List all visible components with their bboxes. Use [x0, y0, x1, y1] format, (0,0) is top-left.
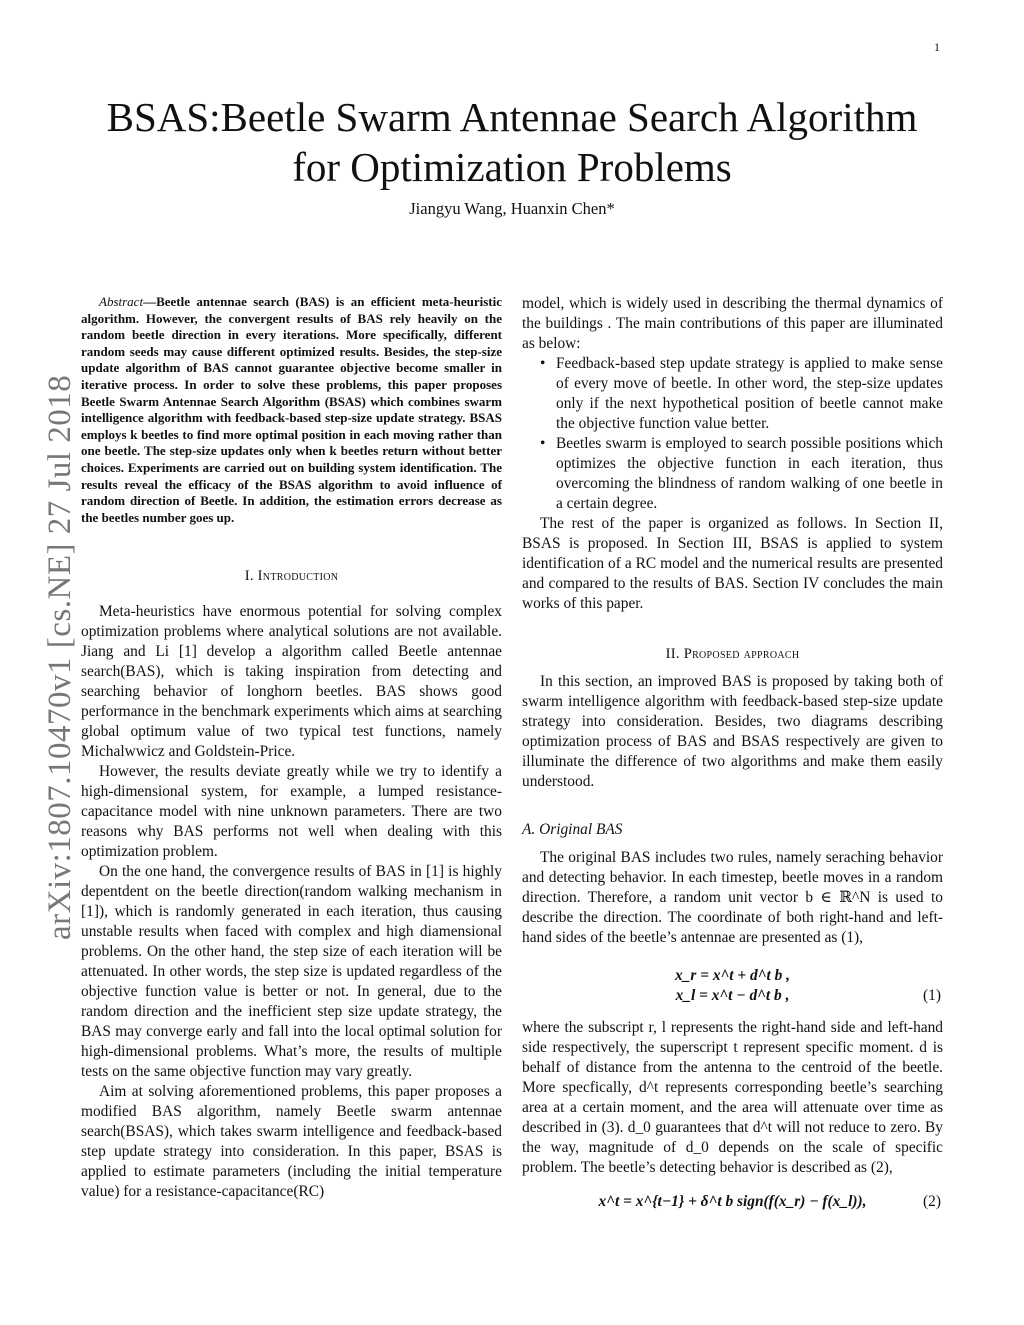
equation-1-line-2-text: x_l = x^t − d^t b ,: [675, 987, 790, 1004]
paper-title: BSAS:Beetle Swarm Antennae Search Algorithm for Optimization Problems: [106, 94, 918, 190]
intro-paragraph-4: Aim at solving aforementioned problems, this paper proposes a modified BAS algorithm, namely Beetle swarm antennae search(BSAS), which takes swarm intelligence and feedback-based step update strategy into consideration. In this paper, BSAS is applied to estimate parameters (including the initial temperature value) for a resistance-capacitance(RC): [81, 1083, 502, 1201]
equation-2: [522, 1192, 943, 1212]
contribution-item-2: • Beetles swarm is employed to search possible positions which optimizes the objective function in each iteration, thus overcoming the blindness of random walking of one beetle in a certain degree.: [556, 434, 943, 514]
equation-1-line-2: [522, 986, 943, 1006]
equation-2-text: x^t = x^{t−1} + δ^t b sign(f(x_r) − f(x_l)),: [598, 1193, 867, 1210]
contributions-list: [522, 354, 943, 514]
subsection-a-heading: A. Original BAS: [522, 821, 623, 838]
contribution-item-1: • Feedback-based step update strategy is applied to make sense of every move of beetle. In other word, the step-size updates only if the next hypothetical position of beetle cannot make the objective function value better.: [556, 354, 943, 434]
intro-paragraph-1: Meta-heuristics have enormous potential for solving complex optimization problems where analytical solutions are not available. Jiang and Li [1] develop a algorithm called Beetle antennae search(BAS), which is taking inspiration from detecting and searching behavior of longhorn beetles. BAS shows good performance in the benchmark experiments which aims at searching global optimum value of two typical test functions, namely Michalwwicz and Goldstein-Price.: [81, 603, 502, 761]
original-bas-paragraph-1: The original BAS includes two rules, namely seraching behavior and detecting behavior. In each timestep, beetle moves in a random direction. Therefore, a random unit vector b ∈ ℝ^N is used to describe the direction. The coordinate of both right-hand and left-hand sides of the beetle’s antennae are presented as (1),: [522, 849, 943, 946]
paper-authors: Jiangyu Wang, Huanxin Chen*: [409, 199, 615, 218]
proposed-paragraph-1: In this section, an improved BAS is proposed by taking both of swarm intelligence algorithm with feedback-based step-size update strategy into consideration. Besides, two diagrams describing optimization process of BAS and BSAS respectively are given to illuminate the difference of two algorithms and make them easily understood.: [522, 673, 943, 790]
intro-paragraph-2: However, the results deviate greatly while we try to identify a high-dimensional system, for example, a lumped resistance-capacitance model with nine unknown parameters. There are two reasons why BAS performs not well when dealing with this optimization problem.: [81, 763, 502, 861]
abstract-text: —Beetle antennae search (BAS) is an efficient meta-heuristic algorithm. However, the convergent results of BAS rely heavily on the random beetle direction in every iterations. More specifically, different random seeds may cause different optimized results. Besides, the step-size update algorithm of BAS cannot guarantee objective become smaller in iterative process. In order to solve these problems, this paper proposes Beetle Swarm Antennae Search Algorithm (BSAS) which combines swarm intelligence algorithm with feedback-based step-size update strategy. BSAS employs k beetles to find more optimal position in each moving rather than one beetle. The step-size updates only when k beetles return without better choices. Experiments are carried out on building system identification. The results reveal the efficacy of the BSAS algorithm to avoid influence of random direction of Beetle. In addition, the estimation errors decrease as the beetles number goes up.: [81, 294, 502, 525]
right-column: [522, 294, 943, 1212]
abstract: [81, 294, 502, 526]
intro-heading: I. Introduction: [244, 568, 339, 585]
right-paragraph-1: model, which is widely used in describing the thermal dynamics of the buildings . The main contributions of this paper are illuminated as below:: [522, 295, 943, 352]
arxiv-stamp: arXiv:1807.10470v1 [cs.NE] 27 Jul 2018: [42, 374, 78, 940]
equation-1-line-1-text: x_r = x^t + d^t b ,: [674, 967, 791, 984]
intro-paragraph-3: On the one hand, the convergence results of BAS in [1] is highly depentdent on the beetle direction(random walking mechanism in [1]), which is randomly generated in each iteration, thus causing unstable results when faced with complex and high diamensional problems. On the other hand, the step size of each iteration will be attenuated. In other words, the step size is updated regardless of the objective function value is better or not. In general, due to the random direction and the inefficient step size update strategy, the BAS may converge early and fall into the local optimal solution for high-dimensional problems. What’s more, the results of multiple tests on the same objective function may vary greatly.: [81, 863, 502, 1081]
abstract-label: Abstract: [99, 294, 144, 309]
equation-1-number: (1): [923, 987, 941, 1004]
page-number: 1: [934, 40, 940, 54]
equation-1-line-1: [522, 966, 943, 986]
proposed-heading: II. Proposed approach: [665, 646, 800, 662]
equation-2-number: (2): [923, 1193, 941, 1210]
left-column: [81, 294, 502, 1202]
right-paragraph-2: The rest of the paper is organized as follows. In Section II, BSAS is proposed. In Section III, BSAS is applied to system identification of a RC model and the numerical results are presented and compared to the results of BAS. Section IV concludes the main works of this paper.: [522, 515, 943, 612]
original-bas-paragraph-2: where the subscript r, l represents the right-hand side and left-hand side respectively, the superscript t represent specific moment. d is behalf of distance from the antenna to the centroid of the beetle. More specfically, d^t represents corresponding beetle’s searching area at a certain moment, and the area will attenuate over time as described in (3). d_0 guarantees that d^t will not reduce to zero. By the way, magnitude of d_0 depends on the scale of specific problem. The beetle’s detecting behavior is described as (2),: [522, 1019, 943, 1176]
